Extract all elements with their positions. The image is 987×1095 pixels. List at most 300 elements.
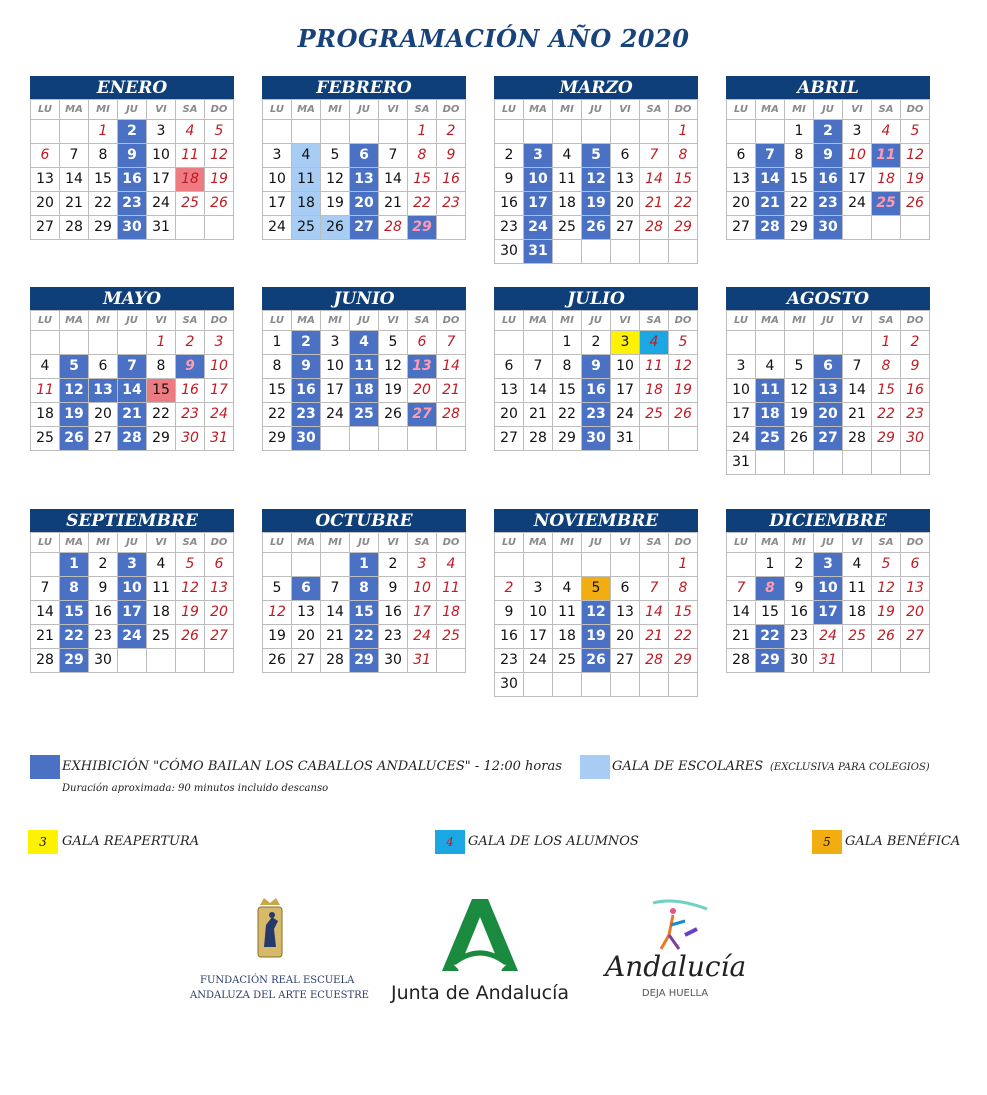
legend-swatch-exhibicion (30, 755, 60, 779)
day-cell: 30 (89, 649, 118, 673)
day-cell: 22 (669, 192, 698, 216)
day-cell: 20 (611, 192, 640, 216)
month-diciembre (726, 509, 930, 673)
month-octubre (262, 509, 466, 673)
day-cell: 18 (31, 403, 60, 427)
day-cell: 25 (31, 427, 60, 451)
weekday-label: MI (785, 311, 814, 331)
legend-escolares: GALA DE ESCOLARES (612, 759, 764, 774)
day-cell: 22 (147, 403, 176, 427)
empty-cell (437, 649, 466, 673)
day-cell: 23 (495, 649, 524, 673)
day-cell: 29 (785, 216, 814, 240)
day-cell: 1 (785, 120, 814, 144)
empty-cell (350, 120, 379, 144)
day-cell: 26 (321, 216, 350, 240)
weekday-label: MI (89, 533, 118, 553)
month-febrero (262, 76, 466, 240)
day-cell: 30 (292, 427, 321, 451)
day-cell: 7 (118, 355, 147, 379)
day-cell: 30 (176, 427, 205, 451)
day-cell: 28 (727, 649, 756, 673)
day-cell: 29 (872, 427, 901, 451)
empty-cell (669, 240, 698, 264)
day-cell: 6 (611, 144, 640, 168)
empty-cell (321, 553, 350, 577)
day-cell: 10 (263, 168, 292, 192)
month-mayo (30, 287, 234, 451)
empty-cell (321, 120, 350, 144)
day-cell: 10 (727, 379, 756, 403)
weekday-label: SA (408, 311, 437, 331)
day-cell: 8 (60, 577, 89, 601)
day-cell: 2 (118, 120, 147, 144)
day-cell: 21 (60, 192, 89, 216)
day-cell: 24 (524, 216, 553, 240)
day-cell: 22 (60, 625, 89, 649)
day-cell: 27 (727, 216, 756, 240)
month-header: ENERO (30, 76, 234, 99)
weekday-label: DO (669, 311, 698, 331)
day-cell: 28 (437, 403, 466, 427)
day-cell: 26 (60, 427, 89, 451)
day-cell: 23 (176, 403, 205, 427)
day-cell: 3 (814, 553, 843, 577)
empty-cell (843, 331, 872, 355)
day-cell: 26 (176, 625, 205, 649)
day-cell: 25 (756, 427, 785, 451)
day-cell: 12 (872, 577, 901, 601)
day-cell: 26 (785, 427, 814, 451)
day-cell: 30 (785, 649, 814, 673)
weekday-label: DO (437, 533, 466, 553)
day-cell: 15 (89, 168, 118, 192)
day-cell: 1 (872, 331, 901, 355)
day-cell: 24 (321, 403, 350, 427)
day-cell: 7 (756, 144, 785, 168)
day-cell: 31 (524, 240, 553, 264)
day-cell: 17 (205, 379, 234, 403)
empty-cell (553, 120, 582, 144)
day-cell: 23 (379, 625, 408, 649)
empty-cell (495, 553, 524, 577)
day-cell: 13 (408, 355, 437, 379)
legend-escolares-note: (EXCLUSIVA PARA COLEGIOS) (770, 762, 930, 773)
empty-cell (785, 331, 814, 355)
day-cell: 9 (901, 355, 930, 379)
day-cell: 30 (118, 216, 147, 240)
empty-cell (814, 331, 843, 355)
day-cell: 8 (669, 144, 698, 168)
day-cell: 26 (872, 625, 901, 649)
day-cell: 9 (582, 355, 611, 379)
day-cell: 29 (669, 216, 698, 240)
legend-benefica: GALA BENÉFICA (845, 834, 961, 849)
empty-cell (524, 120, 553, 144)
day-cell: 25 (872, 192, 901, 216)
legend-swatch-benefica: 5 (812, 830, 842, 854)
day-cell: 18 (147, 601, 176, 625)
day-cell: 18 (872, 168, 901, 192)
empty-cell (408, 427, 437, 451)
day-cell: 1 (756, 553, 785, 577)
day-cell: 4 (756, 355, 785, 379)
day-cell: 6 (408, 331, 437, 355)
weekday-label: LU (495, 533, 524, 553)
day-cell: 27 (901, 625, 930, 649)
day-cell: 5 (60, 355, 89, 379)
day-cell: 2 (495, 144, 524, 168)
day-cell: 3 (524, 577, 553, 601)
empty-cell (582, 673, 611, 697)
weekday-label: MI (553, 533, 582, 553)
day-cell: 6 (89, 355, 118, 379)
weekday-label: VI (379, 311, 408, 331)
day-cell: 11 (437, 577, 466, 601)
empty-cell (640, 553, 669, 577)
weekday-label: DO (669, 533, 698, 553)
legend-exhibicion: EXHIBICIÓN "CÓMO BAILAN LOS CABALLOS ANDALUCES" - 12:00 horas (62, 759, 562, 774)
empty-cell (118, 331, 147, 355)
day-cell: 15 (553, 379, 582, 403)
day-cell: 11 (350, 355, 379, 379)
weekday-label: MI (321, 533, 350, 553)
weekday-label: MA (60, 100, 89, 120)
weekday-label: SA (872, 311, 901, 331)
empty-cell (524, 331, 553, 355)
weekday-label: JU (582, 100, 611, 120)
day-cell: 17 (843, 168, 872, 192)
weekday-label: JU (350, 533, 379, 553)
day-cell: 10 (843, 144, 872, 168)
day-cell: 14 (60, 168, 89, 192)
month-header: DICIEMBRE (726, 509, 930, 532)
day-cell: 28 (118, 427, 147, 451)
day-cell: 25 (437, 625, 466, 649)
day-cell: 15 (60, 601, 89, 625)
day-cell: 7 (640, 144, 669, 168)
day-cell: 6 (901, 553, 930, 577)
day-cell: 21 (640, 192, 669, 216)
weekday-label: SA (408, 533, 437, 553)
empty-cell (495, 331, 524, 355)
weekday-label: SA (640, 100, 669, 120)
day-cell: 2 (495, 577, 524, 601)
empty-cell (872, 649, 901, 673)
day-cell: 1 (147, 331, 176, 355)
day-cell: 4 (147, 553, 176, 577)
weekday-label: MI (785, 533, 814, 553)
day-cell: 16 (495, 192, 524, 216)
day-cell: 4 (176, 120, 205, 144)
day-cell: 20 (31, 192, 60, 216)
day-cell: 31 (727, 451, 756, 475)
day-cell: 25 (843, 625, 872, 649)
empty-cell (553, 673, 582, 697)
day-cell: 16 (176, 379, 205, 403)
day-cell: 9 (495, 601, 524, 625)
day-cell: 4 (843, 553, 872, 577)
day-cell: 25 (147, 625, 176, 649)
day-cell: 28 (60, 216, 89, 240)
day-cell: 10 (814, 577, 843, 601)
day-cell: 9 (379, 577, 408, 601)
day-cell: 8 (872, 355, 901, 379)
empty-cell (727, 553, 756, 577)
day-cell: 21 (843, 403, 872, 427)
empty-cell (205, 649, 234, 673)
empty-cell (814, 451, 843, 475)
day-cell: 2 (901, 331, 930, 355)
empty-cell (611, 240, 640, 264)
day-cell: 24 (205, 403, 234, 427)
day-cell: 1 (89, 120, 118, 144)
weekday-label: MI (89, 311, 118, 331)
day-cell: 3 (843, 120, 872, 144)
day-cell: 15 (756, 601, 785, 625)
weekday-label: SA (176, 100, 205, 120)
day-cell: 27 (31, 216, 60, 240)
empty-cell (89, 331, 118, 355)
weekday-label: VI (843, 311, 872, 331)
month-header: FEBRERO (262, 76, 466, 99)
day-cell: 25 (553, 216, 582, 240)
empty-cell (901, 649, 930, 673)
month-enero (30, 76, 234, 240)
empty-cell (31, 120, 60, 144)
day-cell: 31 (408, 649, 437, 673)
day-cell: 4 (350, 331, 379, 355)
day-cell: 15 (669, 168, 698, 192)
empty-cell (843, 451, 872, 475)
day-cell: 12 (263, 601, 292, 625)
empty-cell (756, 120, 785, 144)
day-cell: 5 (901, 120, 930, 144)
day-cell: 1 (669, 120, 698, 144)
weekday-label: JU (350, 100, 379, 120)
empty-cell (843, 649, 872, 673)
day-cell: 17 (147, 168, 176, 192)
day-cell: 31 (147, 216, 176, 240)
empty-cell (872, 216, 901, 240)
weekday-label: DO (901, 533, 930, 553)
day-cell: 25 (292, 216, 321, 240)
month-header: JUNIO (262, 287, 466, 310)
day-cell: 28 (640, 216, 669, 240)
day-cell: 30 (379, 649, 408, 673)
weekday-label: LU (727, 533, 756, 553)
weekday-label: MI (785, 100, 814, 120)
empty-cell (263, 553, 292, 577)
weekday-label: DO (901, 311, 930, 331)
day-cell: 19 (872, 601, 901, 625)
weekday-label: MA (292, 311, 321, 331)
day-cell: 11 (176, 144, 205, 168)
day-cell: 28 (640, 649, 669, 673)
month-abril (726, 76, 930, 240)
empty-cell (176, 216, 205, 240)
weekday-label: SA (176, 311, 205, 331)
empty-cell (611, 120, 640, 144)
month-header: AGOSTO (726, 287, 930, 310)
day-cell: 23 (118, 192, 147, 216)
weekday-label: SA (872, 100, 901, 120)
day-cell: 7 (379, 144, 408, 168)
day-cell: 27 (495, 427, 524, 451)
day-cell: 4 (553, 577, 582, 601)
day-cell: 30 (495, 240, 524, 264)
day-cell: 1 (350, 553, 379, 577)
day-cell: 20 (205, 601, 234, 625)
month-header: ABRIL (726, 76, 930, 99)
day-cell: 1 (263, 331, 292, 355)
day-cell: 23 (814, 192, 843, 216)
day-cell: 16 (89, 601, 118, 625)
day-cell: 17 (814, 601, 843, 625)
weekday-label: DO (205, 311, 234, 331)
legend-duracion: Duración aproximada: 90 minutos incluido descanso (62, 783, 329, 794)
day-cell: 12 (582, 601, 611, 625)
andalucia-slogan: DEJA HUELLA (641, 988, 709, 999)
day-cell: 17 (408, 601, 437, 625)
day-cell: 4 (553, 144, 582, 168)
day-cell: 13 (611, 168, 640, 192)
day-cell: 13 (495, 379, 524, 403)
legend-swatch-escolares (580, 755, 610, 779)
day-cell: 25 (553, 649, 582, 673)
empty-cell (263, 120, 292, 144)
day-cell: 16 (118, 168, 147, 192)
weekday-label: DO (437, 311, 466, 331)
day-cell: 13 (89, 379, 118, 403)
day-cell: 21 (437, 379, 466, 403)
day-cell: 12 (60, 379, 89, 403)
empty-cell (785, 451, 814, 475)
weekday-label: LU (263, 311, 292, 331)
day-cell: 14 (31, 601, 60, 625)
empty-cell (843, 216, 872, 240)
weekday-label: MA (524, 533, 553, 553)
month-header: OCTUBRE (262, 509, 466, 532)
day-cell: 31 (205, 427, 234, 451)
weekday-label: SA (408, 100, 437, 120)
day-cell: 5 (379, 331, 408, 355)
day-cell: 19 (263, 625, 292, 649)
day-cell: 29 (350, 649, 379, 673)
day-cell: 18 (843, 601, 872, 625)
day-cell: 11 (640, 355, 669, 379)
empty-cell (379, 120, 408, 144)
empty-cell (321, 427, 350, 451)
junta-andalucia-logo-icon (440, 895, 520, 975)
day-cell: 23 (901, 403, 930, 427)
day-cell: 15 (147, 379, 176, 403)
day-cell: 11 (843, 577, 872, 601)
day-cell: 9 (785, 577, 814, 601)
day-cell: 10 (611, 355, 640, 379)
day-cell: 4 (292, 144, 321, 168)
day-cell: 3 (263, 144, 292, 168)
weekday-label: MA (524, 311, 553, 331)
empty-cell (524, 553, 553, 577)
day-cell: 19 (582, 625, 611, 649)
day-cell: 28 (843, 427, 872, 451)
day-cell: 27 (611, 649, 640, 673)
day-cell: 29 (89, 216, 118, 240)
day-cell: 20 (350, 192, 379, 216)
day-cell: 26 (901, 192, 930, 216)
day-cell: 16 (437, 168, 466, 192)
empty-cell (640, 120, 669, 144)
day-cell: 14 (118, 379, 147, 403)
day-cell: 3 (147, 120, 176, 144)
day-cell: 24 (611, 403, 640, 427)
empty-cell (31, 553, 60, 577)
day-cell: 11 (147, 577, 176, 601)
day-cell: 24 (524, 649, 553, 673)
weekday-label: JU (118, 311, 147, 331)
day-cell: 12 (176, 577, 205, 601)
weekday-label: SA (640, 533, 669, 553)
day-cell: 2 (582, 331, 611, 355)
weekday-label: VI (611, 100, 640, 120)
day-cell: 14 (640, 168, 669, 192)
day-cell: 18 (553, 625, 582, 649)
day-cell: 17 (727, 403, 756, 427)
day-cell: 3 (727, 355, 756, 379)
day-cell: 19 (176, 601, 205, 625)
day-cell: 16 (814, 168, 843, 192)
weekday-label: MI (321, 100, 350, 120)
day-cell: 19 (379, 379, 408, 403)
day-cell: 10 (205, 355, 234, 379)
day-cell: 20 (89, 403, 118, 427)
day-cell: 28 (756, 216, 785, 240)
weekday-label: MI (89, 100, 118, 120)
empty-cell (553, 553, 582, 577)
day-cell: 22 (350, 625, 379, 649)
day-cell: 5 (263, 577, 292, 601)
empty-cell (669, 427, 698, 451)
day-cell: 21 (524, 403, 553, 427)
day-cell: 15 (785, 168, 814, 192)
day-cell: 24 (727, 427, 756, 451)
weekday-label: MA (60, 311, 89, 331)
day-cell: 5 (321, 144, 350, 168)
weekday-label: MA (292, 533, 321, 553)
andalucia-figure-icon (645, 895, 715, 955)
day-cell: 20 (727, 192, 756, 216)
empty-cell (176, 649, 205, 673)
empty-cell (31, 331, 60, 355)
day-cell: 8 (350, 577, 379, 601)
day-cell: 8 (408, 144, 437, 168)
day-cell: 21 (756, 192, 785, 216)
junta-andalucia-name: Junta de Andalucía (390, 982, 570, 1004)
day-cell: 7 (727, 577, 756, 601)
day-cell: 13 (727, 168, 756, 192)
day-cell: 7 (321, 577, 350, 601)
day-cell: 14 (437, 355, 466, 379)
weekday-label: DO (437, 100, 466, 120)
day-cell: 22 (89, 192, 118, 216)
day-cell: 13 (350, 168, 379, 192)
day-cell: 28 (321, 649, 350, 673)
day-cell: 16 (379, 601, 408, 625)
day-cell: 29 (263, 427, 292, 451)
day-cell: 10 (118, 577, 147, 601)
day-cell: 31 (611, 427, 640, 451)
